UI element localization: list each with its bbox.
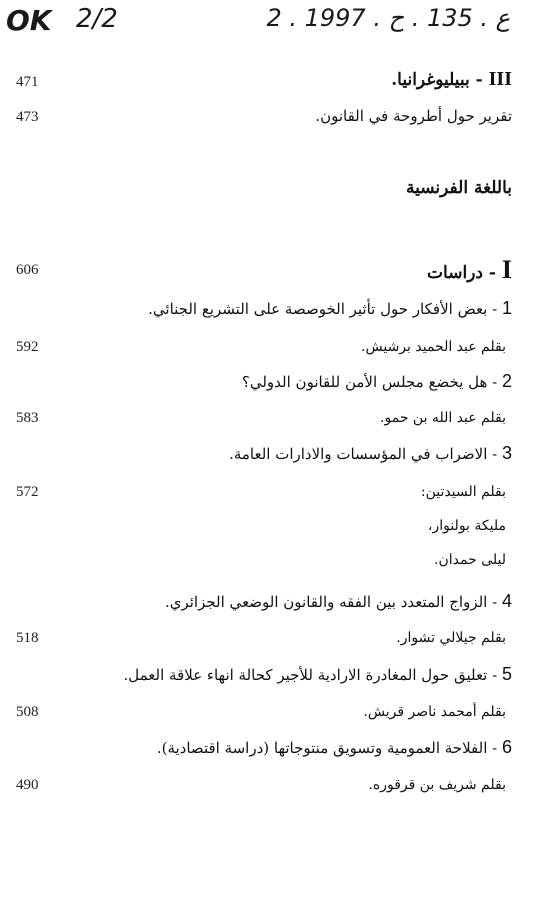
entry-title-text: - الفلاحة العمومية وتسويق منتوجاتها (دراسة اقتصادية). [156, 739, 498, 757]
page-number-studies: 606 [16, 262, 39, 278]
entry-title [242, 371, 512, 392]
entry-number: 6 [501, 737, 512, 757]
section-title: - ببيليوغرانيا. [391, 70, 483, 90]
entry-title [157, 737, 512, 758]
page-number-bibliography: 471 [16, 74, 39, 90]
entry-page-number: 592 [16, 339, 39, 355]
section-studies-heading [427, 255, 512, 285]
entry-number: 1 [501, 298, 512, 318]
handwritten-reference: 2 . ع . 135 . ح . 1997 [266, 4, 510, 32]
entry-page-number: 508 [16, 704, 39, 720]
entry-number: 4 [501, 591, 512, 611]
handwritten-page-fraction: 2/2 [76, 4, 118, 34]
entry-page-number: 518 [16, 630, 39, 646]
roman-numeral: III [488, 68, 512, 90]
entry-title-text: - تعليق حول المغادرة الارادية للأجير كحالة انهاء علاقة العمل. [123, 666, 498, 684]
report-entry: تقرير حول أطروحة في القانون. [315, 107, 512, 125]
french-section-heading: باللغة الفرنسية [406, 178, 512, 198]
entry-author: بقلم عبد الله بن حمو. [380, 410, 506, 426]
section-bibliography-heading [391, 68, 512, 91]
entry-author: بقلم أمحمد ناصر قريش. [363, 704, 506, 720]
entry-author: بقلم السيدتين: [420, 484, 506, 500]
entry-title [229, 443, 512, 464]
entry-title-text: - الزواج المتعدد بين الفقه والقانون الوضعي الجزائري. [164, 593, 498, 611]
entry-author: بقلم عبد الحميد برشيش. [361, 339, 506, 355]
entry-author: بقلم جيلالي تشوار. [396, 630, 506, 646]
entry-author: بقلم شريف بن قرقوره. [368, 777, 506, 793]
handwritten-ok: OK [6, 4, 52, 37]
entry-coauthor: ليلى حمدان. [434, 552, 506, 568]
page-number-report: 473 [16, 109, 39, 125]
entry-number: 3 [501, 443, 512, 463]
entry-title [123, 664, 512, 685]
entry-title [148, 298, 512, 319]
entry-page-number: 572 [16, 484, 39, 500]
section-title: - دراسات [427, 263, 496, 283]
entry-title-text: - بعض الأفكار حول تأثير الخوصصة على التشريع الجنائي. [148, 300, 498, 318]
entry-number: 2 [501, 371, 512, 391]
entry-title-text: - الاضراب في المؤسسات والادارات العامة. [229, 445, 498, 463]
entry-number: 5 [501, 664, 512, 684]
entry-coauthor: مليكة بولنوار، [427, 518, 506, 534]
entry-page-number: 490 [16, 777, 39, 793]
entry-title-text: - هل يخضع مجلس الأمن للقانون الدولي؟ [241, 373, 498, 391]
entry-title [165, 591, 512, 612]
roman-numeral: I [501, 255, 512, 284]
entry-page-number: 583 [16, 410, 39, 426]
